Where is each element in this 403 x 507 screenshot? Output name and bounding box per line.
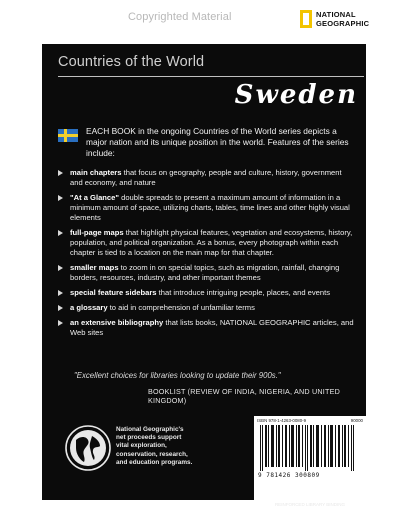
intro-text: in the ongoing Countries of the World series depicts a major nation and its unique position in the world. Features of the series include: [86,126,349,158]
globe-icon [64,424,112,472]
series-title: Countries of the World [58,54,205,70]
feature-lead: an extensive bibliography [70,318,164,327]
feature-item [58,288,356,298]
feature-text: to aid in comprehension of unfamiliar terms [107,303,255,312]
proceeds-line: National Geographic's [116,426,184,433]
feature-item [58,193,356,223]
feature-item [58,318,356,338]
feature-text: to zoom in on special topics, such as migration, rainfall, changing borders, resources, industry, and other important themes [70,263,340,282]
binding-label: REINFORCED LIBRARY BINDING [274,502,346,507]
feature-item [58,228,356,258]
barcode-label [254,416,366,500]
copyright-watermark: Copyrighted Material [128,11,232,23]
review-quote: "Excellent choices for libraries looking to update their 900s." [74,371,281,380]
feature-text: that focus on geography, people and culture, history, government and economy, and nature [70,168,342,187]
review-attribution: BOOKLIST (REVIEW OF INDIA, NIGERIA, AND UNITED KINGDOM) [148,387,340,405]
swedish-flag-icon [58,129,78,142]
logo-line-2: GEOGRAPHIC [316,19,370,28]
price-code: 90000 [350,418,363,423]
feature-list [58,168,356,343]
feature-item [58,303,356,313]
proceeds-line: and education programs. [116,458,193,466]
bullet-triangle-icon [58,170,63,176]
bullet-triangle-icon [58,290,63,296]
logo-line-1: NATIONAL [316,10,356,19]
feature-text: that highlight physical features, vegetation and ecosystems, history, population, and political organization. As a bonus, every photograph within each chapter is tied to a location on the main map for that chapter. [70,228,353,257]
intro-paragraph [58,126,358,159]
feature-lead: "At a Glance" [70,193,119,202]
proceeds-line: conservation, research, [116,450,188,458]
bullet-triangle-icon [58,320,63,326]
feature-lead: smaller maps [70,263,119,272]
feature-lead: main chapters [70,168,122,177]
isbn-number: 9 781426 300809 [258,472,320,479]
bottom-section [58,416,363,507]
bullet-triangle-icon [58,195,63,201]
book-cover [42,44,366,507]
proceeds-line: net proceeds support [116,434,182,442]
bullet-triangle-icon [58,265,63,271]
feature-lead: special feature sidebars [70,288,157,297]
proceeds-line: vital exploration, [116,442,167,450]
feature-item [58,263,356,283]
barcode-icon [258,425,362,471]
top-banner [0,0,403,44]
title-divider [58,76,364,77]
feature-lead: a glossary [70,303,108,312]
intro-lead: EACH BOOK [86,126,136,136]
feature-text: double spreads to present a maximum amount of information in a minimum amount of space, utilizing charts, tables, time lines and other highly visual elements [70,193,350,222]
feature-item [58,168,356,188]
isbn-text: ISBN 978-1-4263-0080-9 [257,418,307,423]
bullet-triangle-icon [58,305,63,311]
national-geographic-logo [300,8,369,30]
country-title: Sweden [234,80,358,110]
feature-lead: full-page maps [70,228,124,237]
bullet-triangle-icon [58,230,63,236]
proceeds-statement [116,426,192,467]
feature-text: that lists books, NATIONAL GEOGRAPHIC articles, and Web sites [70,318,354,337]
yellow-frame-icon [300,10,312,28]
feature-text: that introduce intriguing people, places, and events [156,288,331,297]
